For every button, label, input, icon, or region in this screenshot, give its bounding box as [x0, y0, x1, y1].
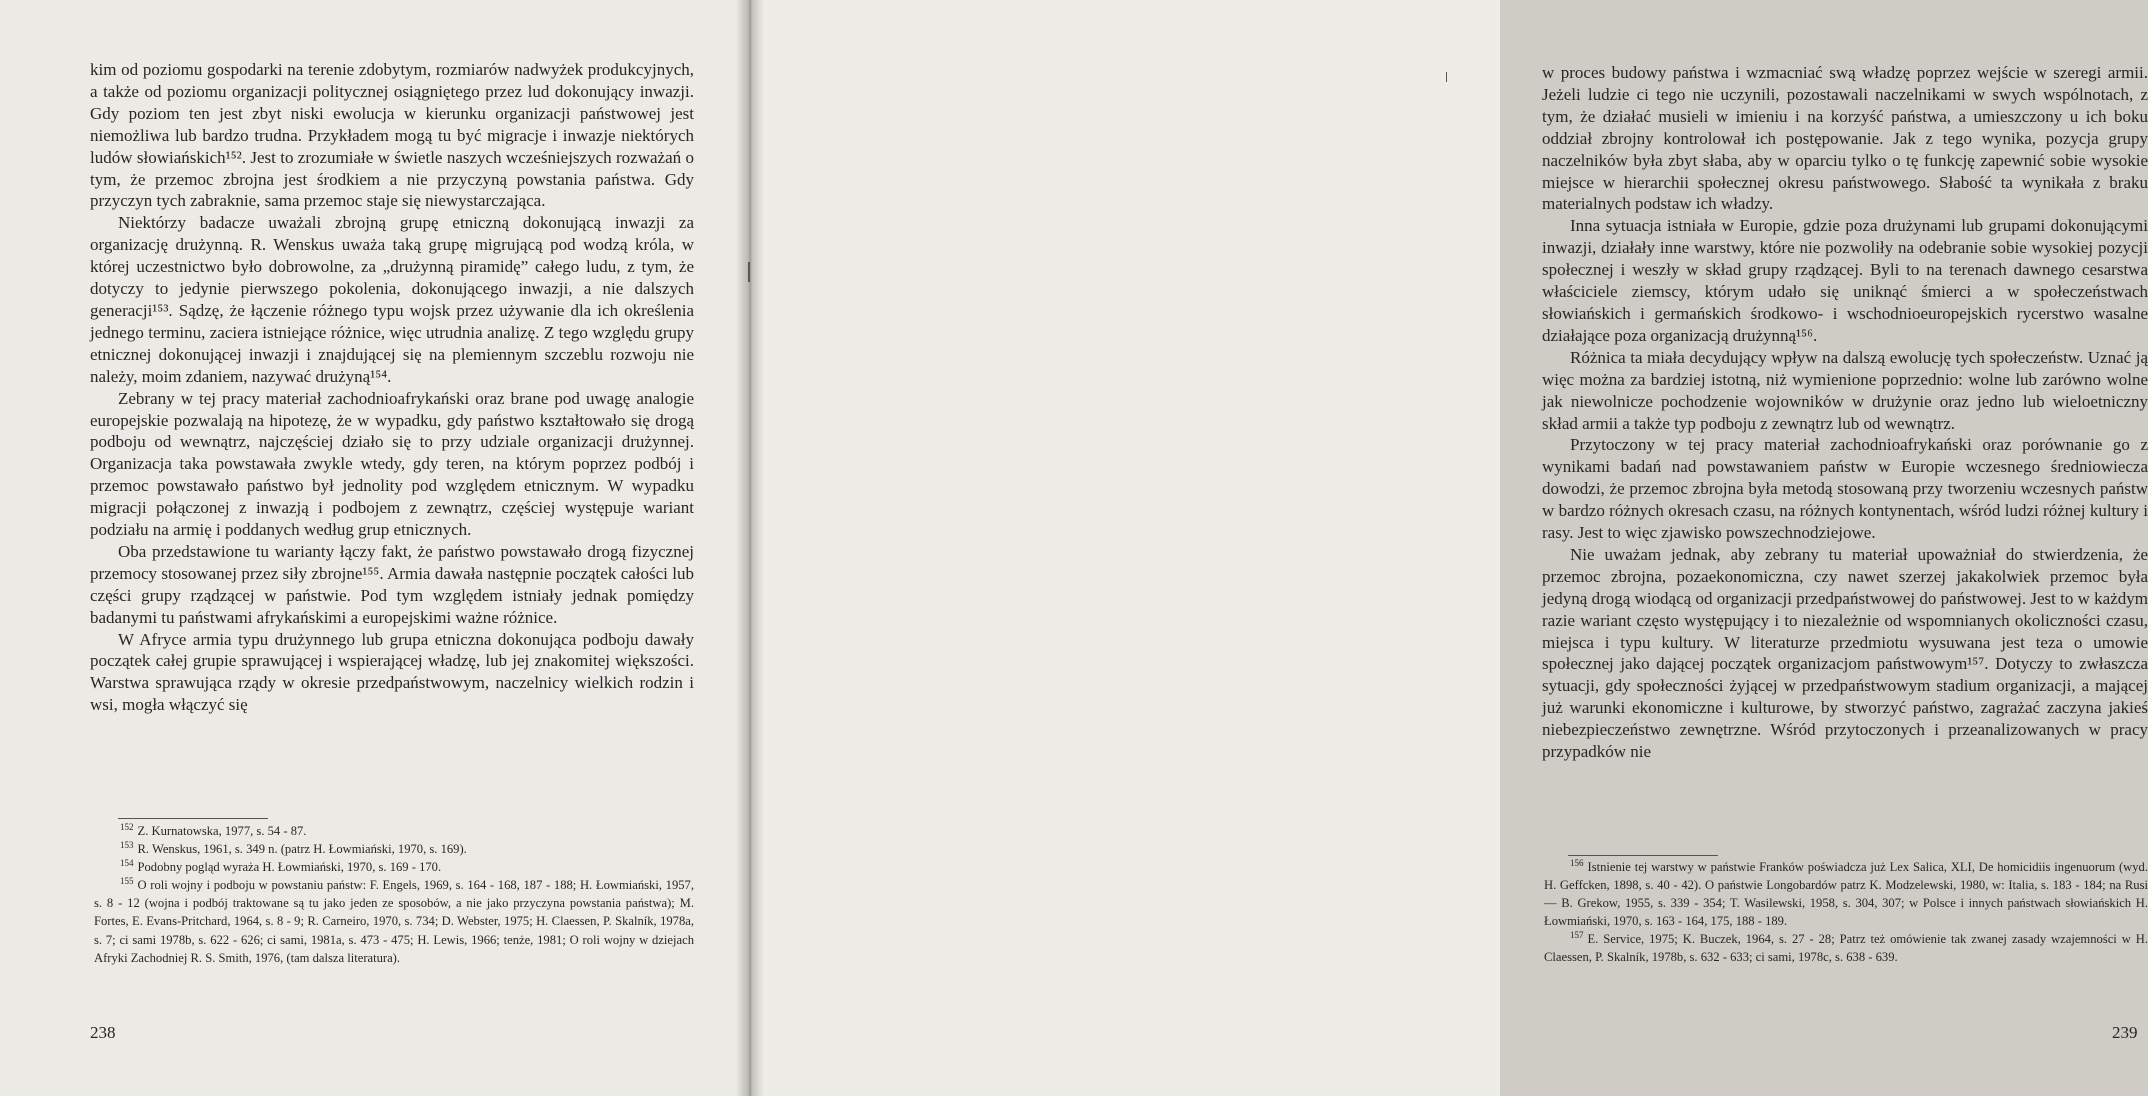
- paragraph: Oba przedstawione tu warianty łączy fakt, że państwo powstawało drogą fizycznej przemocy stosowanej przez siły zbrojne¹⁵⁵. Armia dawała następnie początek całości lub części grupy rządzącej w państwie. Pod tym względem istniały jednak pomiędzy badanymi tu państwami afrykańskimi a europejskimi ważne różnice.: [90, 541, 694, 627]
- left-body-text: [90, 59, 694, 716]
- right-body-text: [1542, 62, 2148, 763]
- paragraph: Różnica ta miała decydujący wpływ na dalszą ewolucję tych społeczeństw. Uznać ją więc można za bardziej istotną, niż wymienione poprzednio: wolne lub zarówno wolne jak niewolnicze pochodzenie wojowników w drużynie oraz jedno lub wieloetniczny skład armii a także typ podboju z zewnątrz lub od wewnątrz.: [1542, 347, 2148, 433]
- page-number: 238: [90, 1023, 116, 1042]
- paragraph: Zebrany w tej pracy materiał zachodnioafrykański oraz brane pod uwagę analogie europejskie pozwalają na hipotezę, że w wypadku, gdy państwo kształtowało się drogą podboju od wewnątrz, najczęściej działo się to przy udziale organizacji drużynnej. Organizacja taka powstawała zwykle wtedy, gdy teren, na którym poprzez podbój i przemoc powstawało państwo był jednolity pod względem etnicznym. W wypadku migracji połączonej z inwazją i podbojem z zewnątrz, częściej występuje wariant podziału na armię i poddanych według grup etnicznych.: [90, 388, 694, 540]
- footnote-separator: [1568, 855, 1718, 856]
- paragraph: Inna sytuacja istniała w Europie, gdzie poza drużynami lub grupami dokonującymi inwazji, działały inne warstwy, które nie pozwoliły na odebranie sobie wysokiej pozycji społecznej i weszły w skład grupy rządzącej. Byli to na terenach dawnego cesarstwa właściciele ziemscy, którym udało się uniknąć śmierci a w społeczeństwach słowiańskich i germańskich środkowo- i wschodnioeuropejskich rycerstwo wasalne działające poza organizacją drużynną¹⁵⁶.: [1542, 216, 2148, 345]
- footnote-number: 155: [120, 876, 134, 887]
- left-page: [0, 0, 750, 1096]
- margin-mark: [748, 262, 750, 282]
- left-footnotes: [94, 822, 694, 967]
- footnote: [94, 840, 694, 858]
- footnote-number: 153: [120, 839, 134, 850]
- paragraph: W Afryce armia typu drużynnego lub grupa etniczna dokonująca podboju dawały początek całej grupie sprawującej i wspierającej władzę, lub jej znakomitej większości. Warstwa sprawująca rządy w okresie przedpaństwowym, naczelnicy wielkich rodzin i wsi, mogła włączyć się: [90, 629, 694, 715]
- paragraph: Nie uważam jednak, aby zebrany tu materiał upoważniał do stwierdzenia, że przemoc zbrojna, pozaekonomiczna, czy nawet szerzej jakakolwiek przemoc była jedyną drogą wiodącą od organizacji przedpaństwowej do państwowej. Jest to w każdym razie wariant często występujący i to niezależnie od wspomnianych okoliczności czasu, miejsca i typu kultury. W literaturze przedmiotu wysuwana jest teza o umowie społecznej jako dającej początek organizacjom państwowym¹⁵⁷. Dotyczy to zwłaszcza sytuacji, gdy społeczności żyjącej w przedpaństwowym stadium organizacji, a mającej już warunki ekonomiczne i kulturowe, by stworzyć państwo, zagrażać zaczyna jakieś niebezpieczeństwo zewnętrzne. Wśród przytoczonych i przeanalizowanych w pracy przypadków nie: [1542, 544, 2148, 762]
- footnote-text: Z. Kurnatowska, 1977, s. 54 - 87.: [137, 824, 307, 838]
- footnote: [1544, 858, 2148, 930]
- footnote-text: Podobny pogląd wyraża H. Łowmiański, 1970, s. 169 - 170.: [137, 860, 442, 875]
- footnote-number: 157: [1570, 930, 1584, 941]
- right-page: [750, 0, 2148, 1096]
- footnote: [94, 858, 694, 876]
- footnote-number: 154: [120, 858, 134, 868]
- footnote-text: Istnienie tej warstwy w państwie Franków poświadcza już Lex Salica, XLI, De homicidiis ingenuorum (wyd. H. Geffcken, 1898, s. 40 - 42). O państwie Longobardów patrz K. Modzelewski, 1980, w: Italia, s. 183 - 184; na Rusi — B. Grekow, 1955, s. 339 - 354; T. Wasilewski, 1958, s. 304, 307; w Polsce i innych państwach słowiańskich H. Łowmiański, 1970, s. 163 - 164, 175, 188 - 189.: [1544, 860, 2148, 929]
- paragraph: Przytoczony w tej pracy materiał zachodnioafrykański oraz porównanie go z wynikami badań nad powstawaniem państw w Europie wczesnego średniowiecza dowodzi, że przemoc zbrojna była metodą stosowaną przy tworzeniu wczesnych państw w bardzo różnych okresach czasu, na różnych kontynentach, wśród ludzi różnej kultury i rasy. Jest to więc zjawisko powszechnodziejowe.: [1542, 435, 2148, 543]
- footnote: [94, 876, 694, 966]
- margin-mark: [1446, 72, 1447, 82]
- footnote-number: 156: [1570, 857, 1584, 868]
- footnote: [1544, 930, 2148, 966]
- footnote-separator: [118, 818, 268, 819]
- footnote-text: R. Wenskus, 1961, s. 349 n. (patrz H. Łowmiański, 1970, s. 169).: [137, 842, 467, 857]
- footnote: [94, 822, 694, 840]
- paragraph: Niektórzy badacze uważali zbrojną grupę etniczną dokonującą inwazji za organizację drużynną. R. Wenskus uważa taką grupę migrującą pod wodzą króla, w której uczestnictwo było dobrowolne, za „drużynną piramidę” całego ludu, z tym, że dotyczy to jedynie pierwszego pokolenia, dokonującego inwazji, a nie dalszych generacji¹⁵³. Sądzę, że łączenie różnego typu wojsk przez używanie dla ich określenia jednego terminu, zaciera istniejące różnice, więc utrudnia analizę. Z tego względu grupy etnicznej dokonującej inwazji i znajdującej się na plemiennym szczeblu rozwoju nie należy, moim zdaniem, nazywać drużyną¹⁵⁴.: [90, 213, 694, 386]
- right-footnotes: [1544, 858, 2148, 967]
- footnote-text: E. Service, 1975; K. Buczek, 1964, s. 27 - 28; Patrz też omówienie tak zwanej zasady wzajemności w H. Claessen, P. Skalník, 1978b, s. 632 - 633; ci sami, 1978c, s. 638 - 639.: [1544, 932, 2148, 965]
- page-number: 239: [2112, 1023, 2138, 1042]
- footnote-text: O roli wojny i podboju w powstaniu państw: F. Engels, 1969, s. 164 - 168, 187 - 188; H. Łowmiański, 1957, s. 8 - 12 (wojna i podbój traktowane są tu jako jeden ze sposobów, a nie jako przyczyna powstania państwa); M. Fortes, E. Evans-Pritchard, 1964, s. 8 - 9; R. Carneiro, 1970, s. 734; D. Webster, 1975; H. Claessen, P. Skalník, 1978a, s. 7; ci sami 1978b, s. 622 - 626; ci sami, 1981a, s. 473 - 475; H. Lewis, 1966; tenże, 1981; O roli wojny w dziejach Afryki Zachodniej R. S. Smith, 1976, (tam dalsza literatura).: [94, 878, 694, 965]
- footnote-number: 152: [120, 821, 134, 832]
- paragraph: w proces budowy państwa i wzmacniać swą władzę poprzez wejście w szeregi armii. Jeżeli ludzie ci tego nie uczynili, pozostawali naczelnikami w swych wspólnotach, z tym, że działać musieli w imieniu i na korzyść państwa, a umieszczony u ich boku oddział zbrojny kontrolował ich postępowanie. Jak z tego wynika, pozycja grupy naczelników była zbyt słaba, aby w oparciu tylko o tę funkcję zapewnić sobie wysokie miejsce w hierarchii społecznej okresu państwowego. Słabość ta wynikała z braku materialnych podstaw ich władzy.: [1542, 63, 2148, 214]
- paragraph: kim od poziomu gospodarki na terenie zdobytym, rozmiarów nadwyżek produkcyjnych, a także od poziomu organizacji politycznej osiągniętego przez lud dokonujący inwazji. Gdy poziom ten jest zbyt niski ewolucja w kierunku organizacji państwowej jest niemożliwa lub bardzo trudna. Przykładem mogą tu być migracje i inwazje niektórych ludów słowiańskich¹⁵². Jest to zrozumiałe w świetle naszych wcześniejszych rozważań o tym, że przemoc zbrojna jest środkiem a nie przyczyną powstania państwa. Gdy przyczyn tych zabraknie, sama przemoc staje się niewystarczająca.: [90, 60, 694, 211]
